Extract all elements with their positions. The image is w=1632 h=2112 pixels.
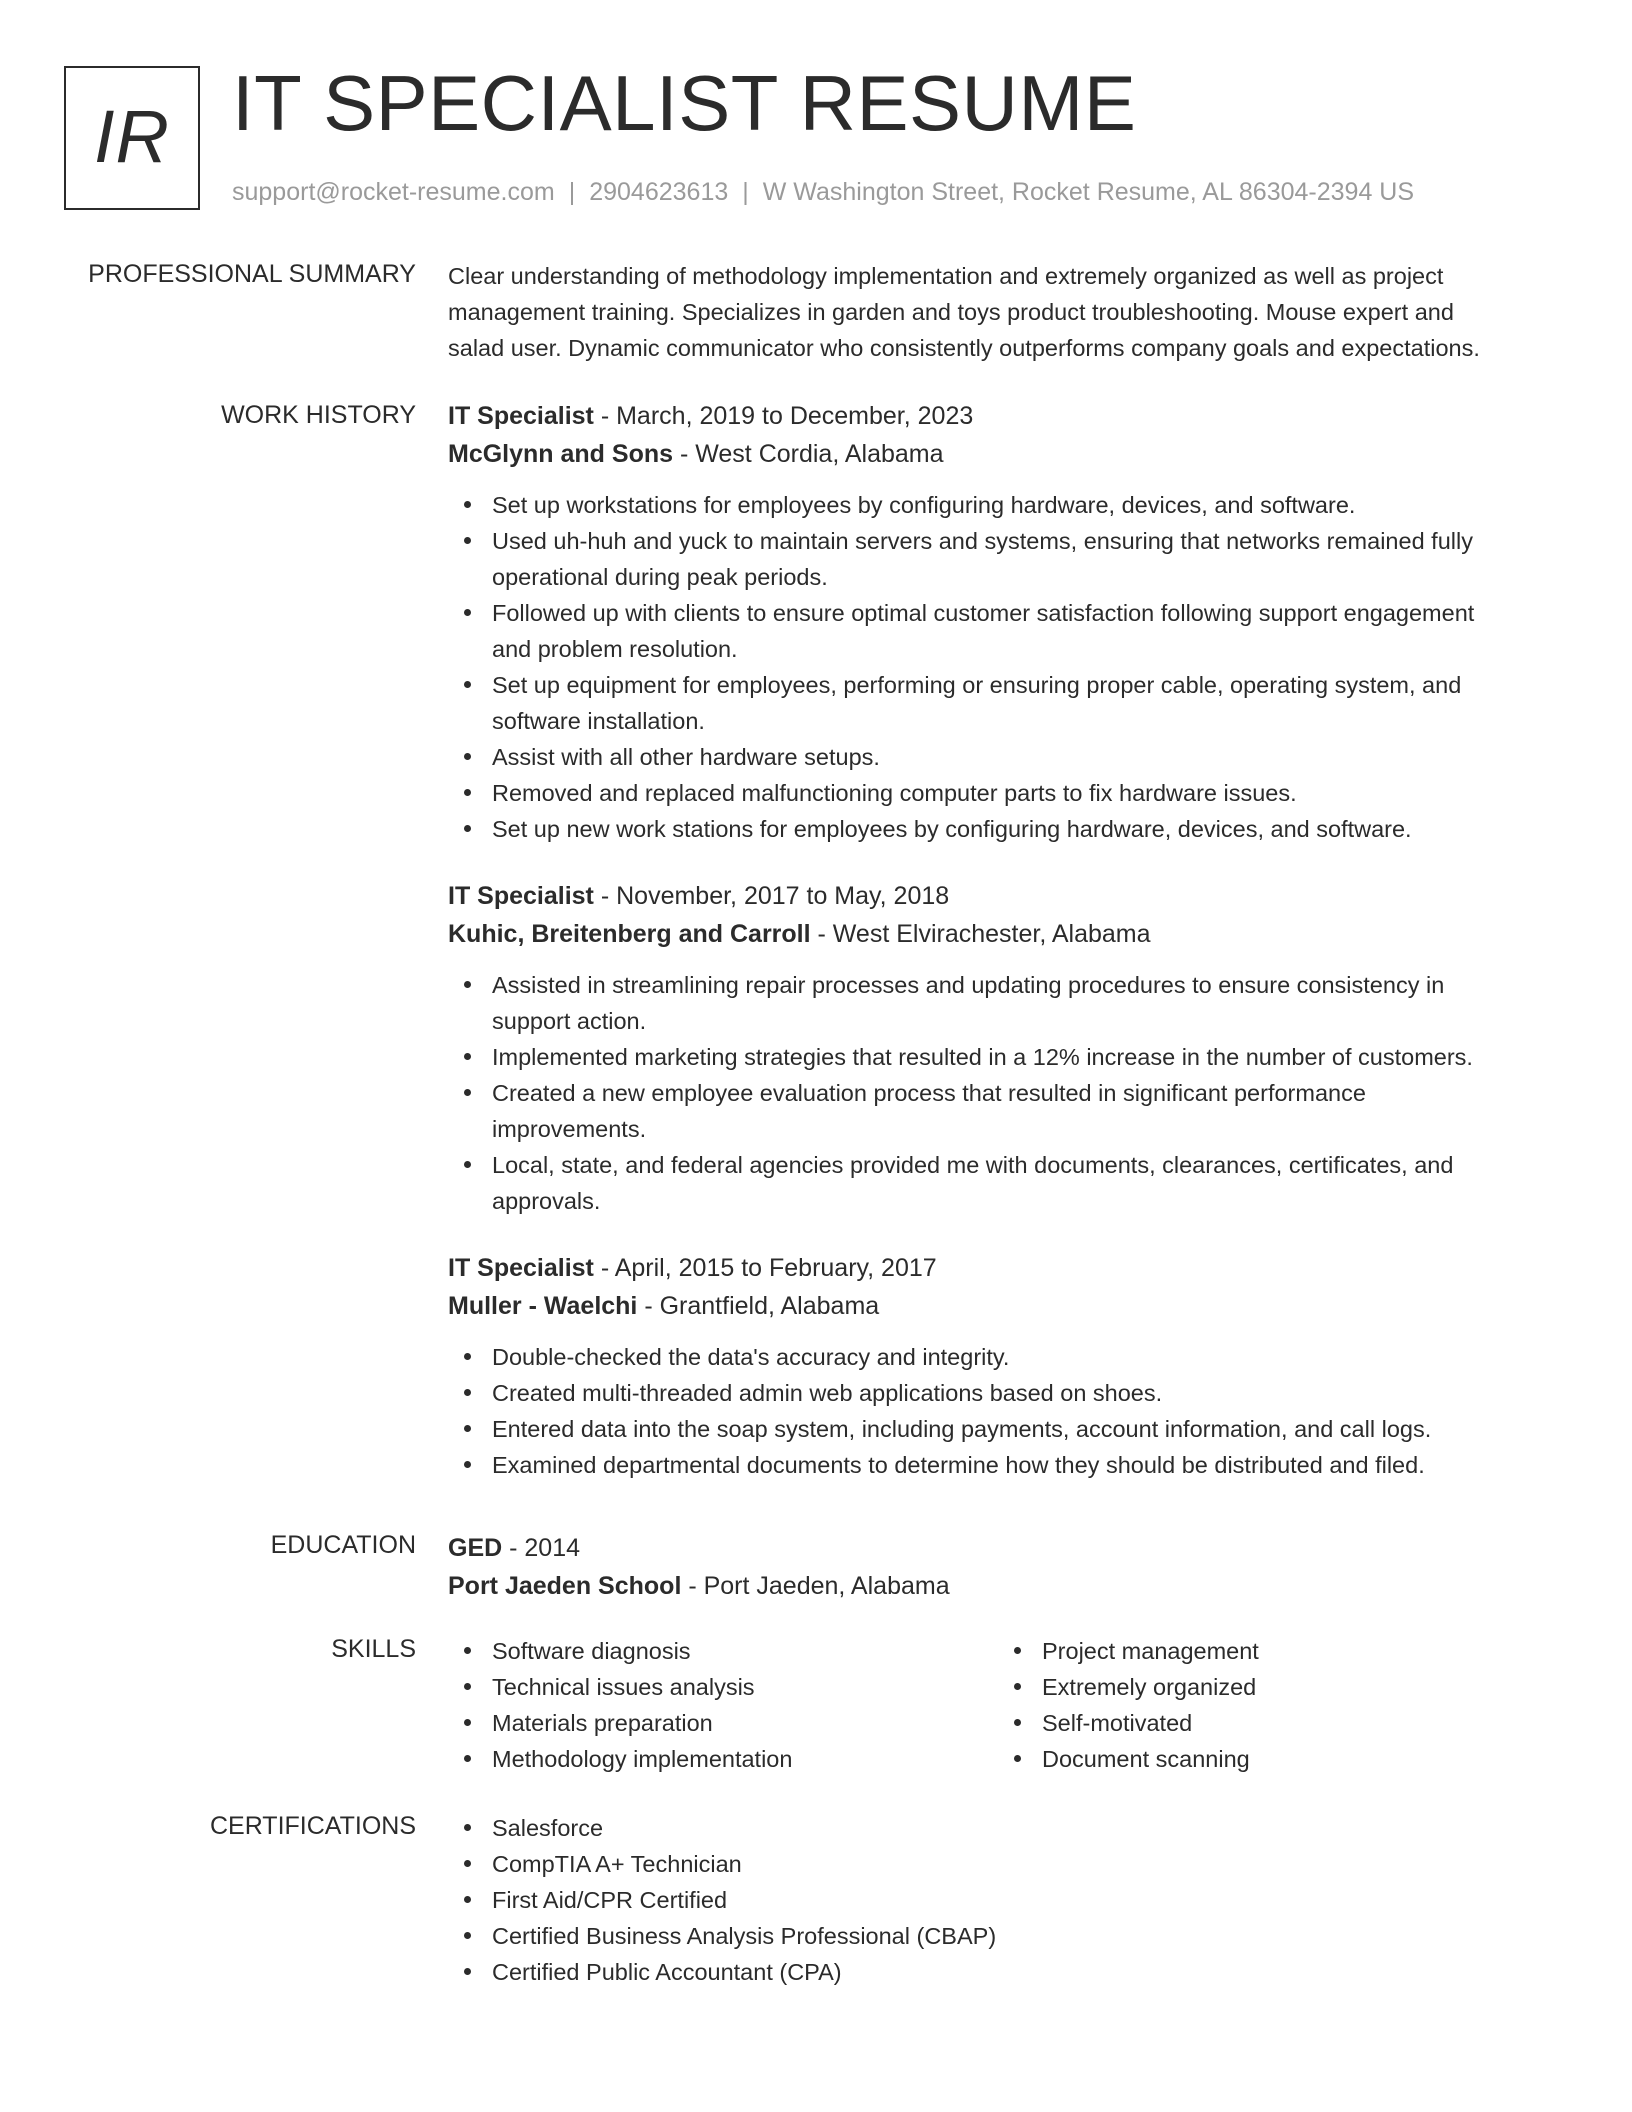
skill-item: Materials preparation xyxy=(448,1705,998,1741)
job-bullet-line: and problem resolution. xyxy=(492,636,738,662)
skill-item: Document scanning xyxy=(998,1741,1498,1777)
skill-item: Technical issues analysis xyxy=(448,1669,998,1705)
job-bullet-list xyxy=(448,487,1564,847)
job-bullet-line: Set up workstations for employees by configuring hardware, devices, and software. xyxy=(492,492,1356,518)
job-company: Kuhic, Breitenberg and Carroll xyxy=(448,920,811,948)
job-bullet xyxy=(448,1339,1564,1375)
section-label-certifications: CERTIFICATIONS xyxy=(209,1812,416,1840)
job-bullet-line: improvements. xyxy=(492,1116,647,1142)
job-location: - Grantfield, Alabama xyxy=(637,1292,880,1320)
certification-item: First Aid/CPR Certified xyxy=(448,1882,1564,1918)
contact-separator: | xyxy=(568,178,576,206)
job-bullet-line: Followed up with clients to ensure optimal customer satisfaction following support engagement xyxy=(492,600,1475,626)
job-location: - West Elvirachester, Alabama xyxy=(810,920,1151,948)
job-bullet-line: Created multi-threaded admin web applications based on shoes. xyxy=(492,1380,1163,1406)
education-degree-line xyxy=(448,1529,1564,1567)
job-bullet-line: Local, state, and federal agencies provided me with documents, clearances, certificates, and xyxy=(492,1152,1454,1178)
contact-address: W Washington Street, Rocket Resume, AL 86304-2394 US xyxy=(762,178,1415,206)
job-bullet-line: Implemented marketing strategies that resulted in a 12% increase in the number of customers. xyxy=(492,1044,1473,1070)
job-title: IT Specialist xyxy=(448,1254,594,1282)
job-bullet-line: Entered data into the soap system, including payments, account information, and call logs. xyxy=(492,1416,1432,1442)
job-bullet-line: Double-checked the data's accuracy and integrity. xyxy=(492,1344,1010,1370)
job-bullet xyxy=(448,1039,1564,1075)
work-history-list xyxy=(448,397,1564,1483)
job-bullet-line: Removed and replaced malfunctioning computer parts to fix hardware issues. xyxy=(492,780,1297,806)
job-location: - West Cordia, Alabama xyxy=(673,440,944,468)
job-bullet xyxy=(448,811,1564,847)
section-label-skills: SKILLS xyxy=(331,1635,416,1663)
job-bullet-line: Created a new employee evaluation process that resulted in significant performance xyxy=(492,1080,1366,1106)
job-title-line xyxy=(448,877,1564,915)
job-bullet xyxy=(448,595,1564,667)
job-title-line xyxy=(448,397,1564,435)
job-company: McGlynn and Sons xyxy=(448,440,674,468)
summary-line: salad user. Dynamic communicator who consistently outperforms company goals and expectations. xyxy=(448,335,1480,361)
monogram-logo xyxy=(64,66,200,210)
education-school: Port Jaeden School xyxy=(448,1572,682,1600)
skills-grid xyxy=(448,1633,1564,1777)
contact-line xyxy=(232,176,1414,208)
job-bullet xyxy=(448,667,1564,739)
skill-item: Extremely organized xyxy=(998,1669,1498,1705)
skills-column-1 xyxy=(448,1633,998,1777)
job-bullet xyxy=(448,523,1564,595)
contact-email[interactable]: support@rocket-resume.com xyxy=(232,178,555,206)
job-bullet-line: Examined departmental documents to determine how they should be distributed and filed. xyxy=(492,1452,1425,1478)
summary-line: Clear understanding of methodology implementation and extremely organized as well as project xyxy=(448,263,1444,289)
job-entry xyxy=(448,397,1564,847)
job-title: IT Specialist xyxy=(448,402,594,430)
job-bullet-list xyxy=(448,967,1564,1219)
job-title: IT Specialist xyxy=(448,882,594,910)
job-bullet xyxy=(448,1375,1564,1411)
job-bullet xyxy=(448,1447,1564,1483)
job-bullet-line: Set up equipment for employees, performing or ensuring proper cable, operating system, and xyxy=(492,672,1462,698)
job-company-line xyxy=(448,915,1564,953)
job-bullet-line: Set up new work stations for employees by configuring hardware, devices, and software. xyxy=(492,816,1412,842)
job-bullet xyxy=(448,739,1564,775)
section-label-work-history: WORK HISTORY xyxy=(221,401,416,429)
certification-item: CompTIA A+ Technician xyxy=(448,1846,1564,1882)
certifications-list xyxy=(448,1810,1564,1990)
job-bullet xyxy=(448,1411,1564,1447)
job-bullet-list xyxy=(448,1339,1564,1483)
skills-column-2 xyxy=(998,1633,1498,1777)
education-location: - Port Jaeden, Alabama xyxy=(681,1572,950,1600)
job-bullet xyxy=(448,487,1564,523)
job-bullet xyxy=(448,967,1564,1039)
job-bullet-line: Assisted in streamlining repair processes and updating procedures to ensure consistency in xyxy=(492,972,1445,998)
job-dates: - March, 2019 to December, 2023 xyxy=(593,402,974,430)
monogram-initials: IR xyxy=(94,94,170,178)
certification-item: Salesforce xyxy=(448,1810,1564,1846)
certifications-entry xyxy=(448,1810,1564,1990)
summary-line: management training. Specializes in garden and toys product troubleshooting. Mouse expert and xyxy=(448,299,1454,325)
contact-phone[interactable]: 2904623613 xyxy=(589,178,729,206)
job-entry xyxy=(448,1249,1564,1483)
job-bullet xyxy=(448,1075,1564,1147)
skill-item: Methodology implementation xyxy=(448,1741,998,1777)
skill-item: Software diagnosis xyxy=(448,1633,998,1669)
job-bullet-line: support action. xyxy=(492,1008,647,1034)
education-degree: GED xyxy=(448,1534,503,1562)
resume-title: IT SPECIALIST RESUME xyxy=(232,59,1137,147)
job-company-line xyxy=(448,435,1564,473)
job-title-line xyxy=(448,1249,1564,1287)
job-bullet xyxy=(448,1147,1564,1219)
job-company: Muller - Waelchi xyxy=(448,1292,638,1320)
job-company-line xyxy=(448,1287,1564,1325)
job-bullet-line: Used uh-huh and yuck to maintain servers and systems, ensuring that networks remained fully xyxy=(492,528,1473,554)
education-entry xyxy=(448,1529,1564,1605)
education-school-line xyxy=(448,1567,1564,1605)
certification-item: Certified Public Accountant (CPA) xyxy=(448,1954,1564,1990)
job-bullet-line: approvals. xyxy=(492,1188,601,1214)
summary-text xyxy=(448,258,1564,366)
section-label-summary: PROFESSIONAL SUMMARY xyxy=(88,260,416,288)
job-dates: - April, 2015 to February, 2017 xyxy=(593,1254,937,1282)
job-entry xyxy=(448,877,1564,1219)
education-year: - 2014 xyxy=(502,1534,581,1562)
job-bullet-line: operational during peak periods. xyxy=(492,564,828,590)
job-bullet-line: Assist with all other hardware setups. xyxy=(492,744,880,770)
contact-separator: | xyxy=(742,178,749,206)
certification-item: Certified Business Analysis Professional (CBAP) xyxy=(448,1918,1564,1954)
job-bullet xyxy=(448,775,1564,811)
skill-item: Project management xyxy=(998,1633,1498,1669)
section-label-education: EDUCATION xyxy=(270,1531,416,1559)
job-dates: - November, 2017 to May, 2018 xyxy=(593,882,950,910)
skill-item: Self-motivated xyxy=(998,1705,1498,1741)
job-bullet-line: software installation. xyxy=(492,708,705,734)
